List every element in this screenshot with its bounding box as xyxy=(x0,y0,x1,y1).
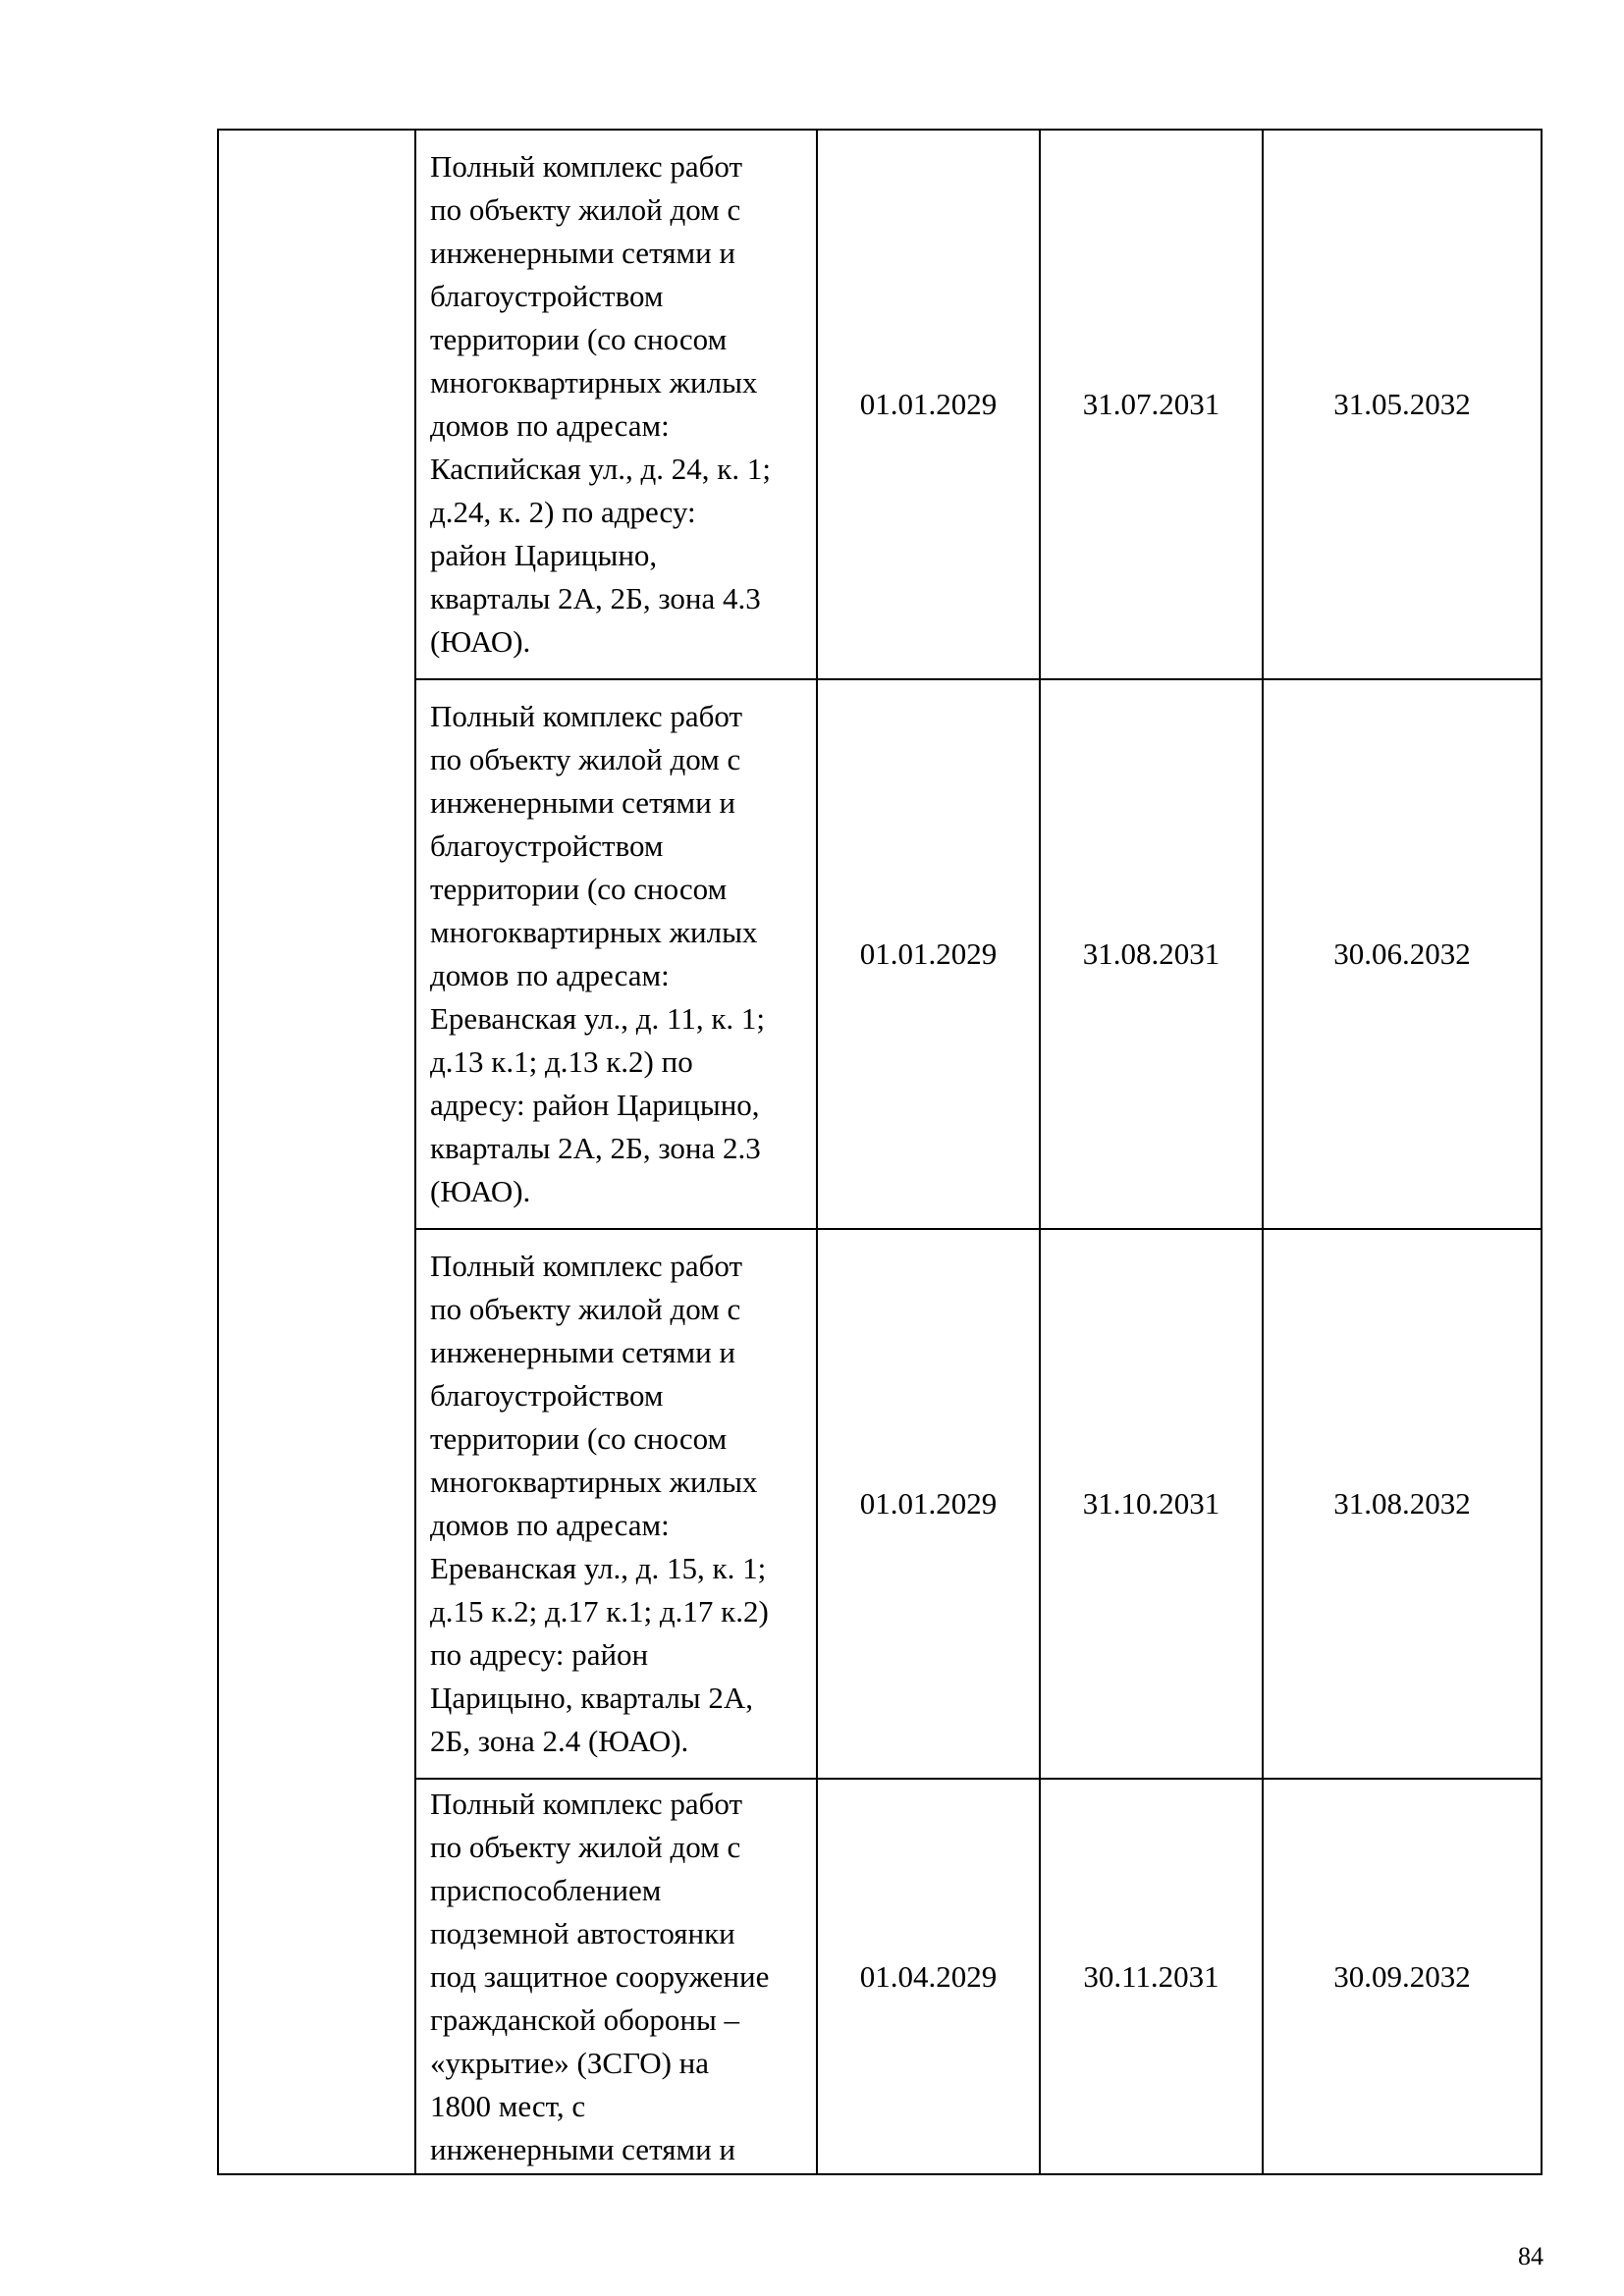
work-description-cell xyxy=(415,1779,817,2174)
page-number: 84 xyxy=(1518,2242,1543,2270)
start-date: 01.01.2029 xyxy=(859,387,998,421)
start-date-cell xyxy=(817,130,1040,679)
third-date-cell xyxy=(1263,1229,1542,1779)
work-description-cell xyxy=(415,1229,817,1779)
work-description-cell xyxy=(415,679,817,1229)
third-date-cell xyxy=(1263,679,1542,1229)
second-date-cell xyxy=(1040,679,1263,1229)
merged-first-column-cell xyxy=(218,130,415,2174)
work-description: Полный комплекс работ по объекту жилой дом с инженерными сетями и благоустройством территории (со сносом многоквартирных жилых домов по адресам: Ереванская ул., д. 15, к. 1; д.15 к.2; д.17 к.1; д.17 к.2) по адресу: район Царицыно, кварталы 2А, 2Б, зона 2.4 (ЮАО). xyxy=(430,1249,769,1758)
table-row xyxy=(218,1229,1542,1779)
work-description: Полный комплекс работ по объекту жилой дом с приспособлением подземной автостоянки под защитное сооружение гражданской обороны – «укрытие» (ЗСГО) на 1800 мест, с инженерными сетями и xyxy=(430,1786,770,2166)
start-date: 01.04.2029 xyxy=(859,1958,998,1994)
start-date-cell xyxy=(817,1779,1040,2174)
second-date: 30.11.2031 xyxy=(1083,1958,1219,1994)
second-date: 31.10.2031 xyxy=(1082,1486,1220,1521)
third-date: 31.08.2032 xyxy=(1333,1486,1471,1521)
table-row xyxy=(218,1779,1542,2174)
start-date: 01.01.2029 xyxy=(859,936,998,971)
second-date: 31.07.2031 xyxy=(1082,387,1220,421)
work-description: Полный комплекс работ по объекту жилой дом с инженерными сетями и благоустройством территории (со сносом многоквартирных жилых домов по адресам: Каспийская ул., д. 24, к. 1; д.24, к. 2) по адресу: район Царицыно, кварталы 2А, 2Б, зона 4.3 (ЮАО). xyxy=(430,149,771,659)
second-date: 31.08.2031 xyxy=(1082,936,1220,971)
second-date-cell xyxy=(1040,1779,1263,2174)
start-date-cell xyxy=(817,679,1040,1229)
third-date: 30.09.2032 xyxy=(1333,1958,1471,1994)
work-description: Полный комплекс работ по объекту жилой дом с инженерными сетями и благоустройством территории (со сносом многоквартирных жилых домов по адресам: Ереванская ул., д. 11, к. 1; д.13 к.1; д.13 к.2) по адресу: район Царицыно, кварталы 2А, 2Б, зона 2.3 (ЮАО). xyxy=(430,699,766,1208)
construction-schedule-table xyxy=(217,129,1543,2175)
start-date-cell xyxy=(817,1229,1040,1779)
second-date-cell xyxy=(1040,1229,1263,1779)
third-date-cell xyxy=(1263,1779,1542,2174)
third-date: 31.05.2032 xyxy=(1333,387,1471,421)
second-date-cell xyxy=(1040,130,1263,679)
work-description-cell xyxy=(415,130,817,679)
table-row xyxy=(218,679,1542,1229)
third-date-cell xyxy=(1263,130,1542,679)
table-row xyxy=(218,130,1542,679)
third-date: 30.06.2032 xyxy=(1333,936,1471,971)
start-date: 01.01.2029 xyxy=(859,1486,998,1521)
